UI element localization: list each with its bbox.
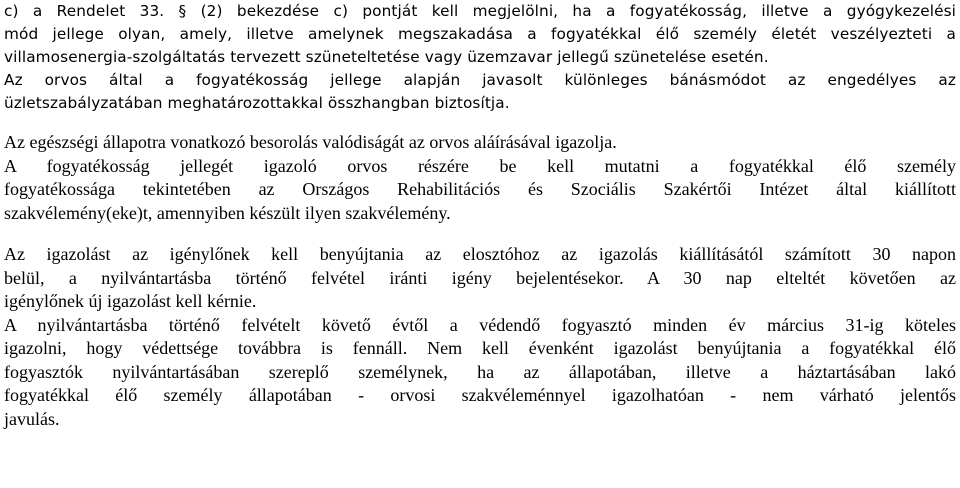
text-line: belül, a nyilvántartásba történő felvétel iránti igény bejelentésekor. A 30 nap elteltét követően az: [4, 267, 956, 288]
text-line: mód jellege olyan, amely, illetve amelynek megszakadása a fogyatékkal élő személy életét veszélyezteti a: [4, 25, 956, 43]
text-line: villamosenergia-szolgáltatás tervezett szüneteltetése vagy üzemzavar jellegű szünetelése esetén.: [4, 48, 769, 66]
paragraph-disability-expert-opinion: [4, 155, 956, 226]
text-line: Az igazolást az igénylőnek kell benyújtania az elosztóhoz az igazolás kiállításától számított 30 napon: [4, 244, 956, 264]
text-line: fogyatékkal élő személy állapotában - orvosi szakvéleménnyel igazolhatóan - nem várható jelentős: [4, 385, 956, 405]
text-line: javulás.: [4, 408, 60, 429]
text-line: fogyatékossága tekintetében az Országos Rehabilitációs és Szociális Szakértői Intézet által kiállított: [4, 179, 956, 199]
text-line: c) a Rendelet 33. § (2) bekezdése c) pontját kell megjelölni, ha a fogyatékosság, illetve a gyógykezelési: [4, 2, 956, 20]
paragraph-submission-deadline: [4, 243, 956, 314]
text-line: fogyasztók nyilvántartásában szereplő személynek, ha az állapotában, illetve a háztartásában lakó: [4, 361, 956, 382]
paragraph-health-certification: [4, 131, 956, 155]
paragraph-rendelet-reference: [4, 0, 956, 69]
text-line: igazolni, hogy védettsége továbbra is fennáll. Nem kell évenként igazolást benyújtania a fogyatékkal élő: [4, 338, 956, 358]
text-line: szakvélemény(eke)t, amennyiben készült ilyen szakvélemény.: [4, 202, 451, 223]
paragraph-annual-verification: [4, 314, 956, 432]
paragraph-special-treatment: [4, 69, 956, 115]
text-line: A nyilvántartásba történő felvételt követő évtől a védendő fogyasztó minden év március 31-ig köteles: [4, 314, 956, 335]
text-line: üzletszabályzatában meghatározottakkal összhangban biztosítja.: [4, 94, 510, 112]
text-line: Az egészségi állapotra vonatkozó besorolás valódiságát az orvos aláírásával igazolja.: [4, 132, 617, 152]
document-page: [4, 0, 956, 431]
text-line: Az orvos által a fogyatékosság jellege alapján javasolt különleges bánásmódot az engedélyes az: [4, 71, 956, 89]
text-line: A fogyatékosság jellegét igazoló orvos részére be kell mutatni a fogyatékkal élő személy: [4, 155, 956, 176]
text-line: igénylőnek új igazolást kell kérnie.: [4, 291, 257, 311]
